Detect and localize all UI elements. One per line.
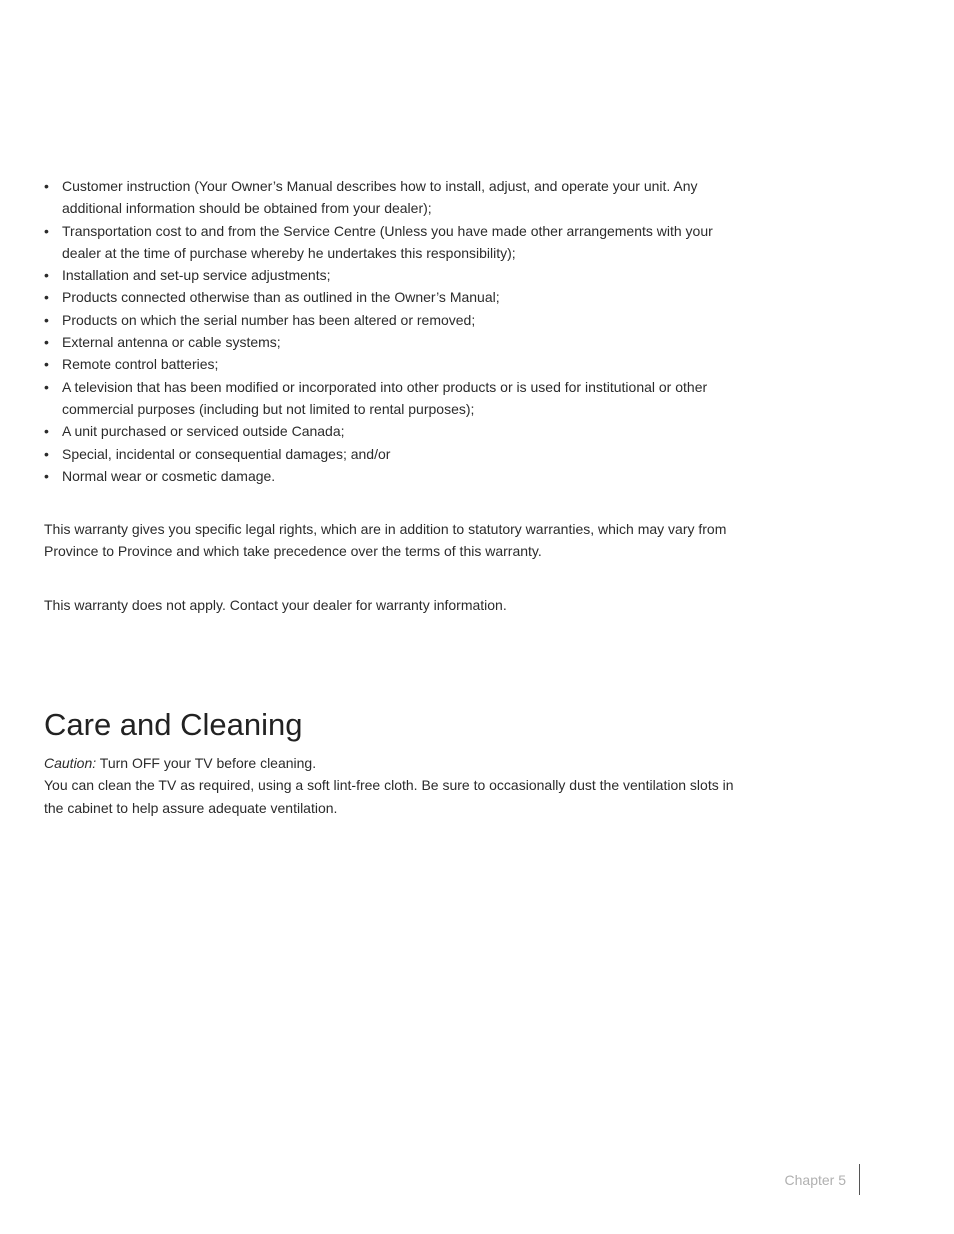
warranty-not-apply-paragraph: This warranty does not apply. Contact your dealer for warranty information. (44, 596, 507, 613)
caution-label: Caution: (44, 755, 97, 772)
list-item: • Special, incidental or consequential damages; and/or (44, 443, 754, 465)
list-item: • External antenna or cable systems; (44, 331, 754, 353)
warranty-rights-paragraph: This warranty gives you specific legal rights, which are in addition to statutory warranties, which may vary from Province to Province and which take precedence over the terms of this warranty. (44, 521, 727, 560)
list-item: • Transportation cost to and from the Service Centre (Unless you have made other arrangements with your dealer at the time of purchase whereby he undertakes this responsibility); (44, 220, 754, 265)
warranty-exclusions-list (44, 175, 754, 487)
list-item: • Installation and set-up service adjustments; (44, 264, 754, 286)
list-item: • Customer instruction (Your Owner’s Manual describes how to install, adjust, and operate your unit. Any additional information should be obtained from your dealer); (44, 175, 754, 220)
caution-text: Turn OFF your TV before cleaning. (96, 755, 317, 772)
section-title: Care and Cleaning (44, 707, 303, 743)
list-item: • A television that has been modified or incorporated into other products or is used for institutional or other commercial purposes (including but not limited to rental purposes); (44, 376, 754, 421)
list-item: • Products connected otherwise than as outlined in the Owner’s Manual; (44, 286, 754, 308)
list-item: • A unit purchased or serviced outside Canada; (44, 420, 754, 442)
chapter-label: Chapter 5 (784, 1172, 846, 1188)
caution-line (44, 752, 754, 774)
care-body-paragraph: You can clean the TV as required, using a soft lint-free cloth. Be sure to occasionally dust the ventilation slots in the cabinet to help assure adequate ventilation. (44, 777, 734, 816)
list-item: • Normal wear or cosmetic damage. (44, 465, 754, 487)
list-item: • Products on which the serial number has been altered or removed; (44, 309, 754, 331)
footer-divider (859, 1164, 860, 1195)
page-content (44, 175, 754, 819)
list-item: • Remote control batteries; (44, 353, 754, 375)
